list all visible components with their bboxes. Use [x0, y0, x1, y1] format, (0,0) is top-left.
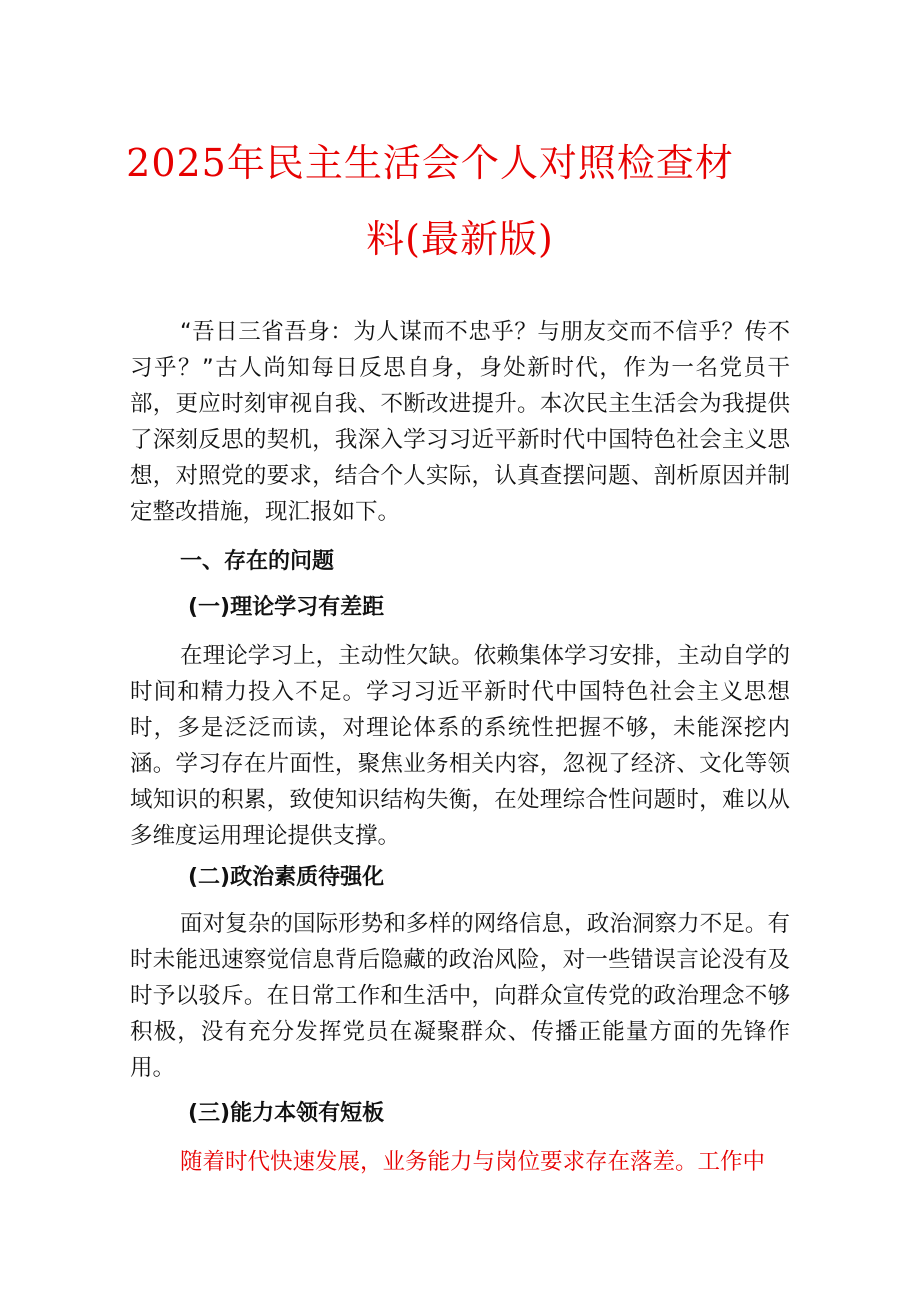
ability-paragraph: 随着时代快速发展，业务能力与岗位要求存在落差。工作中 [180, 1149, 766, 1175]
theory-paragraph: 在理论学习上，主动性欠缺。依赖集体学习安排，主动自学的时间和精力投入不足。学习习近平新时代中国特色社会主义思想时，多是泛泛而读，对理论体系的系统性把握不够，未能深挖内涵。学习存在片面性，聚焦业务相关内容，忽视了经济、文化等领域知识的积累，致使知识结构失衡，在处理综合性问题时，难以从多维度运用理论提供支撑。 [130, 643, 790, 849]
intro-paragraph: “吾日三省吾身：为人谋而不忠乎？与朋友交而不信乎？传不习乎？”古人尚知每日反思自身，身处新时代，作为一名党员干部，更应时刻审视自我、不断改进提升。本次民主生活会为我提供了深刻反思的契机，我深入学习习近平新时代中国特色社会主义思想，对照党的要求，结合个人实际，认真查摆问题、剖析原因并制定整改措施，现汇报如下。 [130, 319, 790, 525]
subsection-heading-ability: (三)能力本领有短板 [188, 1101, 385, 1126]
politics-paragraph: 面对复杂的国际形势和多样的网络信息，政治洞察力不足。有时未能迅速察觉信息背后隐藏的政治风险，对一些错误言论没有及时予以驳斥。在日常工作和生活中，向群众宣传党的政治理念不够积极，没有充分发挥党员在凝聚群众、传播正能量方面的先锋作用。 [130, 911, 790, 1081]
subsection-heading-theory: (一)理论学习有差距 [188, 595, 385, 620]
document-title-line1: 2025年民主生活会个人对照检查材 [126, 141, 734, 185]
document-title-line2: 料(最新版) [366, 217, 554, 261]
subsection-heading-politics: (二)政治素质待强化 [188, 865, 385, 890]
section-heading-problems: 一、存在的问题 [180, 549, 335, 574]
